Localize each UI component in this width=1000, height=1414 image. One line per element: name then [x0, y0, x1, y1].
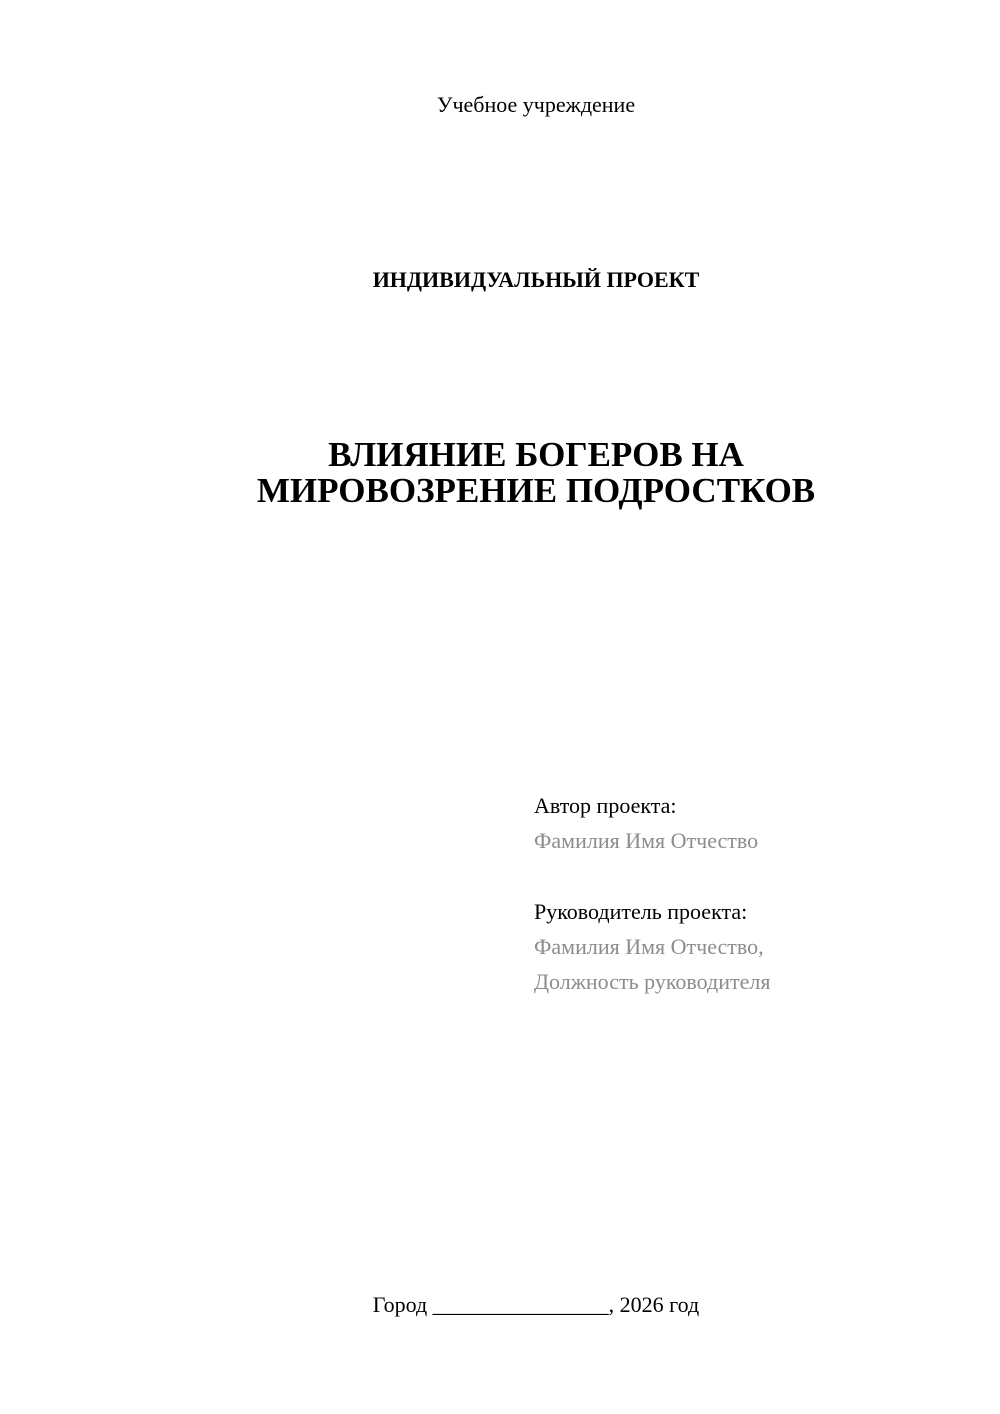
- institution-name: Учебное учреждение: [436, 92, 636, 117]
- credits-spacer: [534, 858, 954, 894]
- supervisor-name-placeholder: Фамилия Имя Отчество,: [534, 934, 764, 959]
- author-label: Автор проекта:: [534, 793, 677, 818]
- project-title: [0, 437, 1000, 509]
- city-year-line: Город ________________, 2026 год: [372, 1292, 700, 1317]
- document-type: ИНДИВИДУАЛЬНЫЙ ПРОЕКТ: [372, 267, 700, 292]
- project-title-line-1: ВЛИЯНИЕ БОГЕРОВ НА: [328, 435, 744, 474]
- supervisor-position-placeholder: Должность руководителя: [534, 969, 771, 994]
- author-name-placeholder: Фамилия Имя Отчество: [534, 828, 759, 853]
- project-title-line-2: МИРОВОЗРЕНИЕ ПОДРОСТКОВ: [256, 471, 816, 510]
- supervisor-label: Руководитель проекта:: [534, 899, 748, 924]
- credits-block: [534, 788, 954, 999]
